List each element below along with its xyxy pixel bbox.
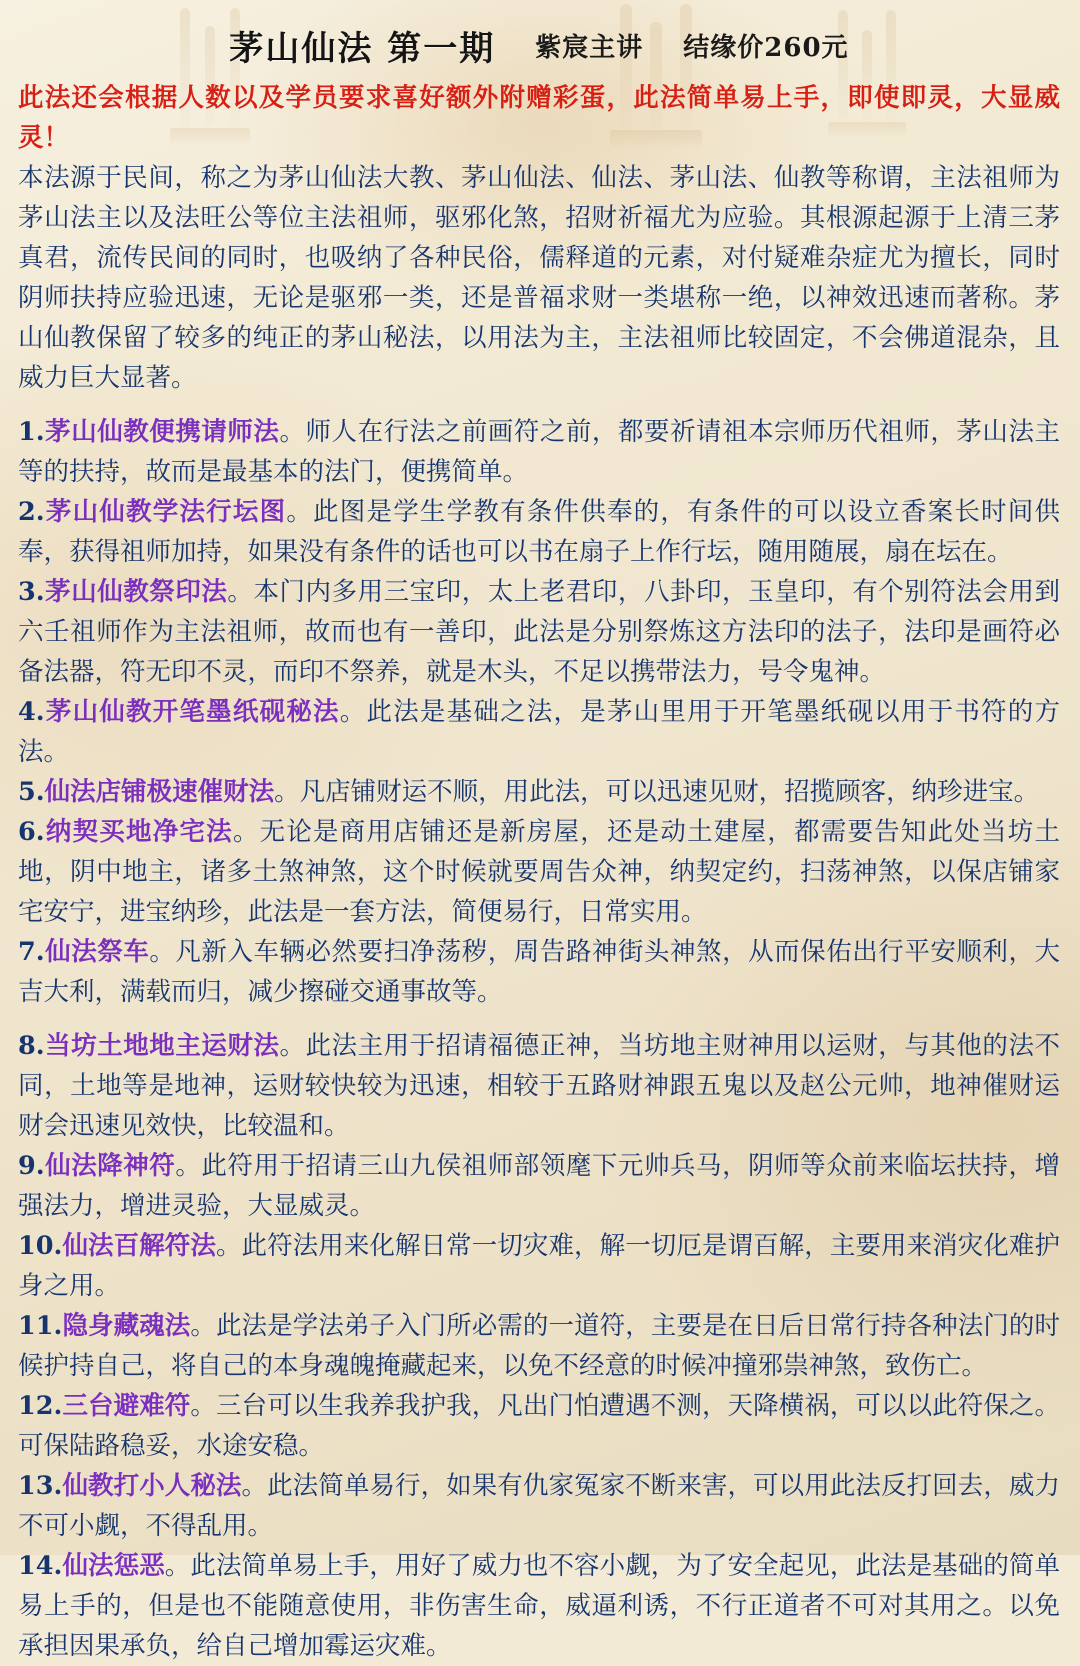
item-number: 4. xyxy=(18,697,45,727)
item-body: 。此法是学法弟子入门所必需的一道符，主要是在日后日常行持各种法门的时候护持自己，将自己的本身魂魄掩藏起来，以免不经意的时候冲撞邪祟神煞，致伤亡。 xyxy=(18,1311,1060,1381)
document-header xyxy=(12,0,1066,78)
list-item xyxy=(18,492,1060,572)
document-body xyxy=(12,78,1066,1666)
item-title: 纳契买地净宅法 xyxy=(44,817,233,847)
list-item xyxy=(18,572,1060,692)
item-number: 8. xyxy=(18,1031,45,1061)
item-number: 13. xyxy=(18,1471,63,1501)
item-number: 5. xyxy=(18,777,45,807)
item-number: 11. xyxy=(18,1311,63,1341)
price-label: 结缘价260元 xyxy=(683,32,849,63)
item-title: 茅山仙教开笔墨纸砚秘法 xyxy=(44,697,340,727)
list-item xyxy=(18,772,1060,812)
item-title: 茅山仙教学法行坛图 xyxy=(44,497,287,527)
item-body: 。师人在行法之前画符之前，都要祈请祖本宗师历代祖师，茅山法主等的扶持，故而是最基本的法门，便携简单。 xyxy=(18,417,1060,487)
item-number: 14. xyxy=(18,1551,63,1581)
item-title: 仙法惩恶 xyxy=(62,1551,165,1581)
item-title: 三台避难符 xyxy=(62,1391,191,1421)
list-item xyxy=(18,932,1060,1012)
item-body: 。无论是商用店铺还是新房屋，还是动土建屋，都需要告知此处当坊土地，阴中地主，诸多土煞神煞，这个时候就要周告众神，纳契定约，扫荡神煞，以保店铺家宅安宁，进宝纳珍，此法是一套方法，简便易行，日常实用。 xyxy=(18,817,1060,927)
list-item xyxy=(18,1146,1060,1226)
list-item xyxy=(18,412,1060,492)
list-item xyxy=(18,1026,1060,1146)
item-title: 仙法店铺极速催财法 xyxy=(44,777,275,807)
page-title: 茅山仙法 第一期 xyxy=(229,28,496,69)
item-number: 3. xyxy=(18,577,45,607)
item-number: 2. xyxy=(18,497,45,527)
item-body: 。此法是基础之法，是茅山里用于开笔墨纸砚以用于书符的方法。 xyxy=(18,697,1060,767)
item-number: 9. xyxy=(18,1151,45,1181)
item-number: 10. xyxy=(18,1231,63,1261)
list-item xyxy=(18,1386,1060,1466)
item-body: 。凡店铺财运不顺，用此法，可以迅速见财，招揽顾客，纳珍进宝。 xyxy=(274,777,1040,807)
item-title: 仙法祭车 xyxy=(44,937,150,967)
item-body: 。此符法用来化解日常一切灾难，解一切厄是谓百解，主要用来消灾化难护身之用。 xyxy=(18,1231,1060,1301)
list-item xyxy=(18,1226,1060,1306)
item-body: 。本门内多用三宝印，太上老君印，八卦印，玉皇印，有个别符法会用到六壬祖师作为主法祖师，故而也有一善印，此法是分别祭炼这方法印的法子，法印是画符必备法器，符无印不灵，而印不祭养，就是木头，不足以携带法力，号令鬼神。 xyxy=(18,577,1060,687)
item-body: 。此法简单易行，如果有仇家冤家不断来害，可以用此法反打回去，威力不可小觑，不得乱用。 xyxy=(18,1471,1060,1541)
item-title: 仙法百解符法 xyxy=(62,1231,216,1261)
item-body: 。此法主用于招请福德正神，当坊地主财神用以运财，与其他的法不同，土地等是地神，运财较快较为迅速，相较于五路财神跟五鬼以及赵公元帅，地神催财运财会迅速见效快，比较温和。 xyxy=(18,1031,1060,1141)
list-item xyxy=(18,1546,1060,1666)
intro-paragraph: 本法源于民间，称之为茅山仙法大教、茅山仙法、仙法、茅山法、仙教等称谓，主法祖师为茅山法主以及法旺公等位主法祖师，驱邪化煞，招财祈福尤为应验。其根源起源于上清三茅真君，流传民间的同时，也吸纳了各种民俗，儒释道的元素，对付疑难杂症尤为擅长，同时阴师扶持应验迅速，无论是驱邪一类，还是普福求财一类堪称一绝，以神效迅速而著称。茅山仙教保留了较多的纯正的茅山秘法，以用法为主，主法祖师比较固定，不会佛道混杂，且威力巨大显著。 xyxy=(18,163,1060,393)
item-number: 6. xyxy=(18,817,45,847)
list-item xyxy=(18,692,1060,772)
item-body: 。凡新入车辆必然要扫净荡秽，周告路神街头神煞，从而保佑出行平安顺利，大吉大利，满载而归，减少擦碰交通事故等。 xyxy=(18,937,1060,1007)
list-item xyxy=(18,1306,1060,1386)
item-title: 茅山仙教祭印法 xyxy=(44,577,228,607)
item-body: 。此法简单易上手，用好了威力也不容小觑，为了安全起见，此法是基础的简单易上手的，但是也不能随意使用，非伤害生命，威逼利诱，不行正道者不可对其用之。以免承担因果承负，给自己增加霉运灾难。 xyxy=(18,1551,1060,1661)
item-title: 当坊土地地主运财法 xyxy=(44,1031,280,1061)
item-number: 7. xyxy=(18,937,45,967)
item-title: 茅山仙教便携请师法 xyxy=(44,417,280,447)
item-body: 。此图是学生学教有条件供奉的，有条件的可以设立香案长时间供奉，获得祖师加持，如果没有条件的话也可以书在扇子上作行坛，随用随展，扇在坛在。 xyxy=(18,497,1060,567)
item-body: 。三台可以生我养我护我，凡出门怕遭遇不测，天降横祸，可以以此符保之。可保陆路稳妥，水途安稳。 xyxy=(18,1391,1060,1461)
item-number: 12. xyxy=(18,1391,63,1421)
item-body: 。此符用于招请三山九侯祖师部领麾下元帅兵马，阴师等众前来临坛扶持，增强法力，增进灵验，大显威灵。 xyxy=(18,1151,1060,1221)
item-number: 1. xyxy=(18,417,45,447)
list-item xyxy=(18,1466,1060,1546)
item-title: 仙法降神符 xyxy=(44,1151,176,1181)
notice-paragraph: 此法还会根据人数以及学员要求喜好额外附赠彩蛋，此法简单易上手，即使即灵，大显威灵！ xyxy=(18,83,1060,153)
item-title: 仙教打小人秘法 xyxy=(62,1471,242,1501)
lecturer-label: 紫宸主讲 xyxy=(535,32,644,63)
list-item xyxy=(18,812,1060,932)
item-title: 隐身藏魂法 xyxy=(62,1311,191,1341)
